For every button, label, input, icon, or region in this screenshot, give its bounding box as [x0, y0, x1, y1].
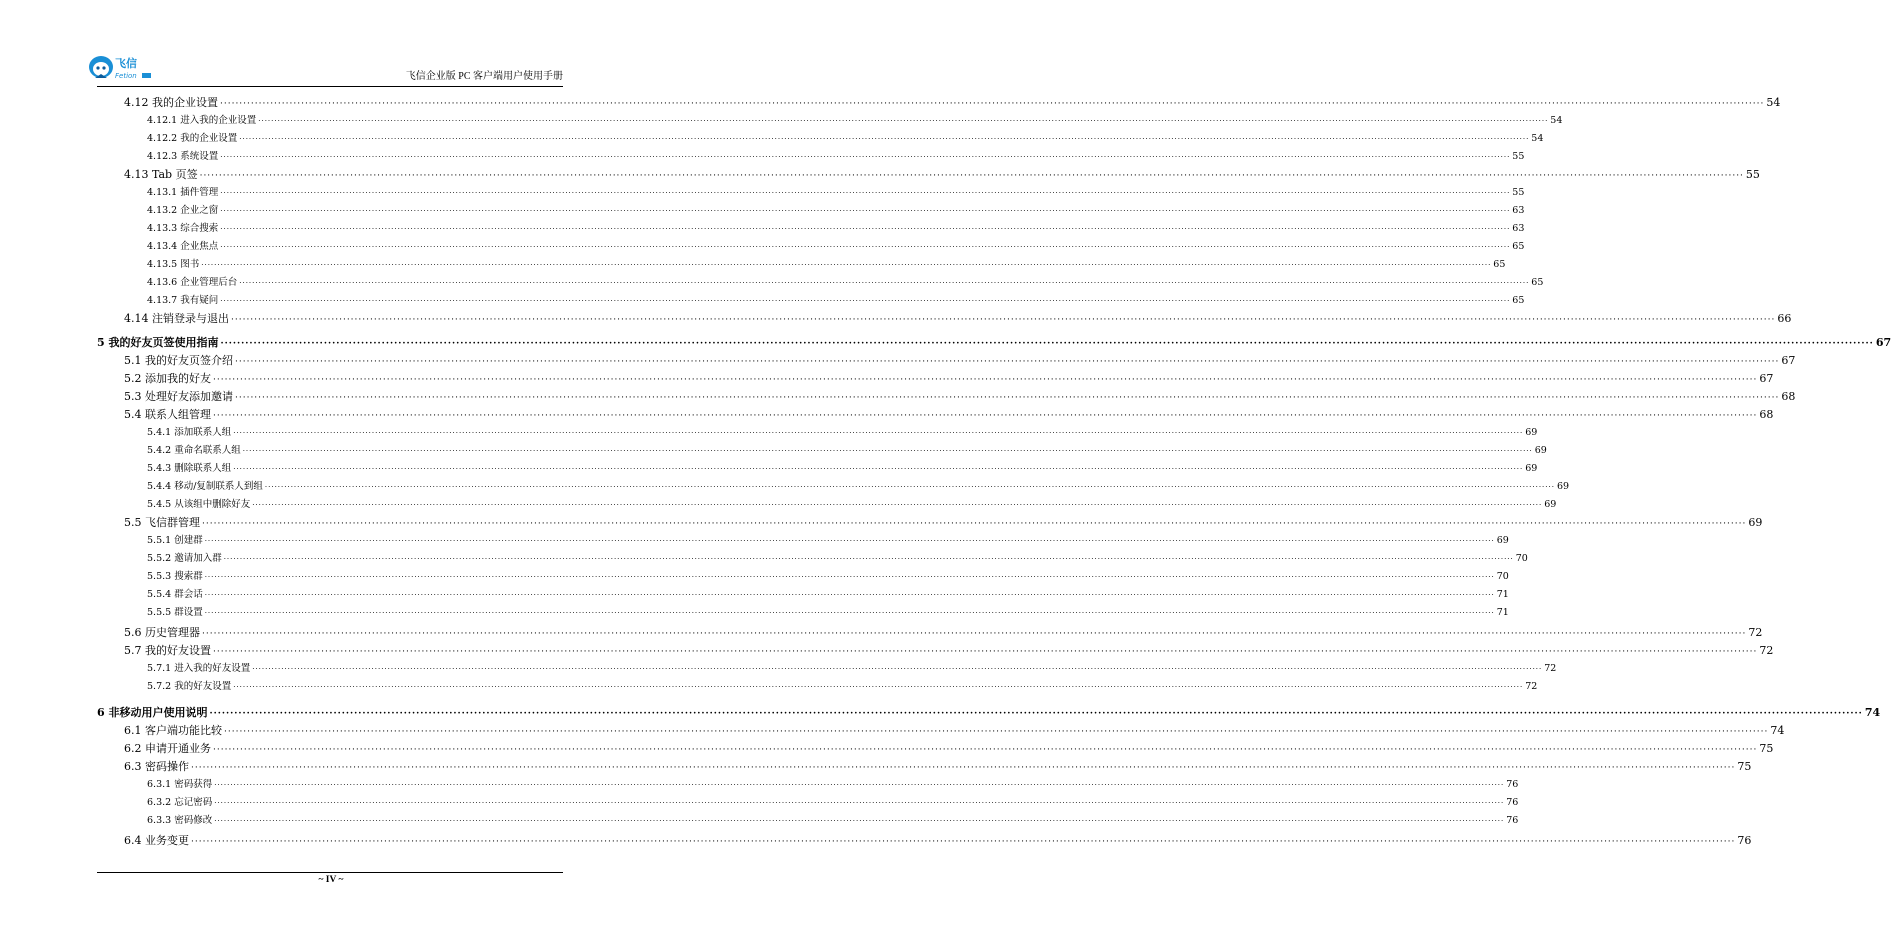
toc-entry[interactable] — [124, 406, 1774, 422]
toc-entry-page: 69 — [1525, 463, 1538, 474]
toc-dot-leader: ················································································································································································································································································································································································································ — [213, 411, 1758, 421]
toc-entry-page: 65 — [1512, 241, 1525, 252]
toc-dot-leader: ················································································································································································································································································································································································································ — [220, 297, 1511, 305]
toc-entry[interactable] — [124, 166, 1760, 182]
toc-entry[interactable] — [147, 460, 1538, 474]
fetion-logo — [86, 50, 166, 86]
toc-entry-title: 4.13.7 我有疑问 — [147, 295, 219, 306]
toc-entry[interactable] — [124, 310, 1792, 326]
toc-dot-leader: ················································································································································································································································································································································································································ — [220, 207, 1511, 215]
toc-dot-leader: ················································································································································································································································································································································································································ — [204, 609, 1495, 617]
toc-entry-page: 68 — [1781, 390, 1796, 403]
toc-entry-page: 72 — [1748, 626, 1763, 639]
toc-entry-title: 4.14 注销登录与退出 — [124, 312, 229, 325]
toc-entry-page: 69 — [1534, 445, 1547, 456]
toc-entry-title: 4.13.6 企业管理后台 — [147, 277, 238, 288]
toc-dot-leader: ················································································································································································································································································································································································································ — [199, 171, 1744, 181]
toc-entry-title: 6.4 业务变更 — [124, 834, 189, 847]
toc-entry-title: 4.13.1 插件管理 — [147, 187, 219, 198]
toc-entry-page: 54 — [1550, 115, 1563, 126]
toc-entry-page: 68 — [1759, 408, 1774, 421]
toc-dot-leader: ················································································································································································································································································································································································································ — [235, 357, 1780, 367]
footer-divider — [97, 872, 563, 873]
toc-entry-title: 5.5.3 搜索群 — [147, 571, 203, 582]
toc-dot-leader: ················································································································································································································································································································································································································ — [223, 555, 1514, 563]
toc-dot-leader: ················································································································································································································································································································································································································ — [224, 727, 1769, 737]
toc-entry-title: 5.7 我的好友设置 — [124, 644, 211, 657]
toc-entry[interactable] — [147, 148, 1525, 162]
toc-entry-page: 74 — [1864, 706, 1881, 719]
toc-entry-page: 76 — [1506, 779, 1519, 790]
toc-entry-page: 72 — [1544, 663, 1557, 674]
toc-dot-leader: ················································································································································································································································································································································································································ — [233, 429, 1524, 437]
toc-entry-page: 72 — [1759, 644, 1774, 657]
toc-dot-leader: ················································································································································································································································································································································································································ — [204, 537, 1495, 545]
toc-entry[interactable] — [147, 794, 1519, 808]
toc-dot-leader: ················································································································································································································································································································································································································ — [214, 781, 1505, 789]
toc-entry-page: 65 — [1512, 295, 1525, 306]
toc-entry-page: 54 — [1531, 133, 1544, 144]
toc-dot-leader: ················································································································································································································································································································································································································ — [201, 261, 1492, 269]
toc-entry-title: 4.12.3 系统设置 — [147, 151, 219, 162]
toc-entry-page: 69 — [1525, 427, 1538, 438]
toc-entry-title: 5.2 添加我的好友 — [124, 372, 211, 385]
toc-entry-title: 5.1 我的好友页签介绍 — [124, 354, 233, 367]
toc-dot-leader: ················································································································································································································································································································································································································ — [239, 135, 1530, 143]
toc-dot-leader: ················································································································································································································································································································································································································ — [191, 763, 1736, 773]
toc-dot-leader: ················································································································································································································································································································································································································ — [214, 799, 1505, 807]
toc-entry-title: 5.4.1 添加联系人组 — [147, 427, 232, 438]
toc-entry-title: 5.4.2 重命名联系人组 — [147, 445, 241, 456]
toc-dot-leader: ················································································································································································································································································································································································································ — [233, 683, 1524, 691]
toc-dot-leader: ················································································································································································································································································································································································································ — [213, 745, 1758, 755]
toc-entry-page: 71 — [1496, 589, 1509, 600]
toc-entry-title: 6.3.3 密码修改 — [147, 815, 213, 826]
toc-entry[interactable] — [124, 642, 1774, 658]
toc-dot-leader: ················································································································································································································································································································································································································ — [220, 189, 1511, 197]
toc-entry[interactable] — [147, 274, 1544, 288]
toc-entry-page: 67 — [1781, 354, 1796, 367]
toc-dot-leader: ················································································································································································································································································································································································································ — [202, 629, 1747, 639]
toc-entry[interactable] — [147, 184, 1525, 198]
toc-entry[interactable] — [147, 478, 1570, 492]
toc-dot-leader: ················································································································································································································································································································································································································ — [235, 393, 1780, 403]
page-header — [97, 0, 563, 87]
toc-entry[interactable] — [124, 758, 1752, 774]
toc-dot-leader: ················································································································································································································································································································································································································ — [191, 837, 1736, 847]
toc-entry[interactable] — [147, 532, 1509, 546]
toc-dot-leader: ················································································································································································································································································································································································································ — [233, 465, 1524, 473]
toc-entry[interactable] — [124, 352, 1796, 368]
toc-entry-page: 72 — [1525, 681, 1538, 692]
toc-entry-title: 5.4.5 从该组中删除好友 — [147, 499, 251, 510]
toc-entry-page: 70 — [1515, 553, 1528, 564]
toc-entry-title: 4.12.1 进入我的企业设置 — [147, 115, 257, 126]
toc-entry-title: 4.13.5 图书 — [147, 259, 200, 270]
toc-entry-page: 69 — [1544, 499, 1557, 510]
toc-entry[interactable] — [147, 660, 1557, 674]
toc-entry[interactable] — [147, 292, 1525, 306]
toc-entry-title: 6.3.2 忘记密码 — [147, 797, 213, 808]
toc-dot-leader: ················································································································································································································································································································································································································ — [220, 225, 1511, 233]
toc-entry-page: 76 — [1737, 834, 1752, 847]
toc-entry[interactable] — [147, 238, 1525, 252]
toc-entry-page: 76 — [1506, 815, 1519, 826]
toc-entry-title: 6.2 申请开通业务 — [124, 742, 211, 755]
toc-entry-page: 55 — [1512, 151, 1525, 162]
svg-text:Fetion: Fetion — [115, 72, 137, 80]
toc-entry[interactable] — [147, 586, 1509, 600]
toc-entry-page: 63 — [1512, 223, 1525, 234]
toc-entry-title: 5.7.1 进入我的好友设置 — [147, 663, 251, 674]
toc-entry[interactable] — [147, 112, 1563, 126]
toc-entry[interactable] — [124, 514, 1763, 530]
toc-entry-page: 65 — [1493, 259, 1506, 270]
toc-dot-leader: ················································································································································································································································································································································································································ — [220, 99, 1765, 109]
toc-dot-leader: ················································································································································································································································································································································································································ — [220, 339, 1874, 349]
toc-dot-leader: ················································································································································································································································································································································································································ — [220, 153, 1511, 161]
toc-entry-page: 55 — [1512, 187, 1525, 198]
toc-entry[interactable] — [147, 496, 1557, 510]
toc-entry-page: 69 — [1496, 535, 1509, 546]
toc-entry[interactable] — [147, 678, 1538, 692]
toc-dot-leader: ················································································································································································································································································································································································································ — [204, 591, 1495, 599]
toc-entry[interactable] — [124, 370, 1774, 386]
toc-entry-title: 5.4 联系人组管理 — [124, 408, 211, 421]
toc-entry[interactable] — [124, 832, 1752, 848]
toc-entry[interactable] — [147, 202, 1525, 216]
toc-entry[interactable] — [147, 550, 1528, 564]
document-title: 飞信企业版 PC 客户端用户使用手册 — [405, 71, 563, 82]
toc-chapter-entry[interactable] — [97, 704, 1881, 720]
toc-entry-title: 5.4.4 移动/复制联系人到组 — [147, 481, 263, 492]
toc-dot-leader: ················································································································································································································································································································································································································ — [239, 279, 1530, 287]
toc-entry[interactable] — [147, 424, 1538, 438]
toc-dot-leader: ················································································································································································································································································································································································································ — [264, 483, 1555, 491]
toc-entry-page: 66 — [1777, 312, 1792, 325]
toc-entry-page: 67 — [1875, 336, 1891, 349]
toc-entry[interactable] — [147, 442, 1547, 456]
toc-entry-title: 6.3 密码操作 — [124, 760, 189, 773]
toc-entry-title: 5.6 历史管理器 — [124, 626, 200, 639]
toc-dot-leader: ················································································································································································································································································································································································································ — [258, 117, 1549, 125]
toc-entry-page: 54 — [1766, 96, 1781, 109]
toc-entry-title: 4.13.2 企业之窗 — [147, 205, 219, 216]
toc-entry-title: 4.12.2 我的企业设置 — [147, 133, 238, 144]
toc-entry[interactable] — [147, 130, 1544, 144]
toc-dot-leader: ················································································································································································································································································································································································································ — [214, 817, 1505, 825]
toc-entry-page: 70 — [1496, 571, 1509, 582]
toc-entry-page: 75 — [1759, 742, 1774, 755]
toc-entry-title: 5 我的好友页签使用指南 — [97, 336, 219, 349]
toc-entry-page: 69 — [1748, 516, 1763, 529]
toc-entry[interactable] — [124, 94, 1781, 110]
toc-entry-page: 75 — [1737, 760, 1752, 773]
toc-entry-title: 4.13 Tab 页签 — [124, 168, 198, 181]
toc-entry[interactable] — [124, 722, 1785, 738]
toc-chapter-entry[interactable] — [97, 334, 1891, 350]
toc-entry-title: 6.1 客户端功能比较 — [124, 724, 222, 737]
toc-dot-leader: ················································································································································································································································································································································································································ — [252, 665, 1543, 673]
toc-entry-page: 55 — [1745, 168, 1760, 181]
toc-entry-title: 4.13.4 企业焦点 — [147, 241, 219, 252]
toc-entry-page: 76 — [1506, 797, 1519, 808]
toc-entry[interactable] — [147, 776, 1519, 790]
toc-entry[interactable] — [147, 812, 1519, 826]
toc-entry-title: 5.5.1 创建群 — [147, 535, 203, 546]
toc-entry-title: 5.5.5 群设置 — [147, 607, 203, 618]
toc-entry-title: 4.12 我的企业设置 — [124, 96, 218, 109]
toc-dot-leader: ················································································································································································································································································································································································································ — [202, 519, 1747, 529]
toc-entry[interactable] — [124, 624, 1763, 640]
toc-entry-title: 5.5.2 邀请加入群 — [147, 553, 222, 564]
toc-dot-leader: ················································································································································································································································································································································································································ — [242, 447, 1533, 455]
toc-entry[interactable] — [147, 604, 1509, 618]
toc-dot-leader: ················································································································································································································································································································································································································ — [209, 709, 1863, 719]
toc-entry-title: 5.5 飞信群管理 — [124, 516, 200, 529]
toc-dot-leader: ················································································································································································································································································································································································································ — [204, 573, 1495, 581]
toc-dot-leader: ················································································································································································································································································································································································································ — [213, 647, 1758, 657]
page-number: ~ IV ~ — [318, 875, 344, 885]
svg-text:飞信: 飞信 — [115, 57, 137, 70]
toc-dot-leader: ················································································································································································································································································································································································································ — [252, 501, 1543, 509]
toc-entry[interactable] — [147, 256, 1506, 270]
toc-entry-title: 5.4.3 删除联系人组 — [147, 463, 232, 474]
toc-entry-title: 6 非移动用户使用说明 — [97, 706, 208, 719]
toc-entry-title: 5.5.4 群会话 — [147, 589, 203, 600]
toc-entry-page: 69 — [1556, 481, 1570, 492]
toc-entry[interactable] — [124, 740, 1774, 756]
toc-entry-title: 4.13.3 综合搜索 — [147, 223, 219, 234]
toc-entry-title: 6.3.1 密码获得 — [147, 779, 213, 790]
toc-entry-page: 65 — [1531, 277, 1544, 288]
toc-entry-page: 71 — [1496, 607, 1509, 618]
toc-dot-leader: ················································································································································································································································································································································································································ — [231, 315, 1776, 325]
toc-entry-page: 67 — [1759, 372, 1774, 385]
toc-dot-leader: ················································································································································································································································································································································································································ — [220, 243, 1511, 251]
toc-entry[interactable] — [124, 388, 1796, 404]
toc-dot-leader: ················································································································································································································································································································································································································ — [213, 375, 1758, 385]
toc-entry[interactable] — [147, 568, 1509, 582]
toc-entry-title: 5.7.2 我的好友设置 — [147, 681, 232, 692]
toc-entry-page: 63 — [1512, 205, 1525, 216]
toc-entry-page: 74 — [1770, 724, 1785, 737]
toc-entry-title: 5.3 处理好友添加邀请 — [124, 390, 233, 403]
toc-entry[interactable] — [147, 220, 1525, 234]
